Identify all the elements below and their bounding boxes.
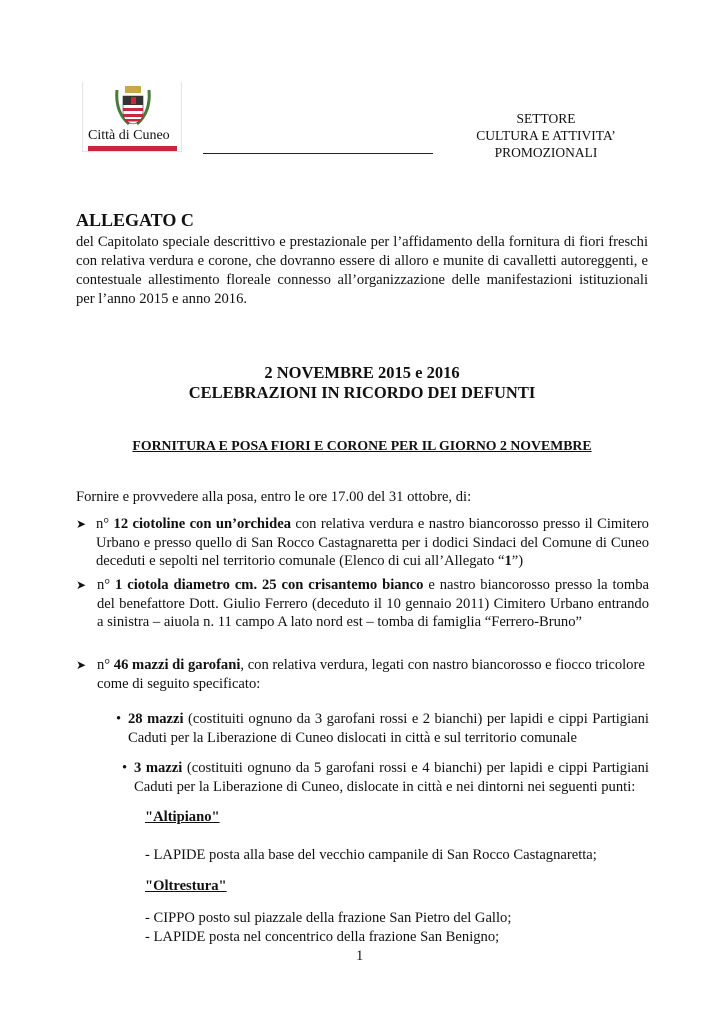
arrow-bullet-icon: ➤: [76, 578, 87, 592]
title-line: CELEBRAZIONI IN RICORDO DEI DEFUNTI: [188, 383, 536, 402]
list-item: ➤ n° 46 mazzi di garofani, con relativa verdura, legati con nastro biancorosso e fiocco tricolore come di seguito specificato:: [76, 657, 645, 692]
bullet-icon: •: [122, 760, 128, 776]
section-title: [76, 363, 648, 403]
sub-list-item: • 28 mazzi (costituiti ognuno da 3 garofani rossi e 2 bianchi) per lapidi e cippi Partigiani Caduti per la Liberazione di Cuneo dislocati in città e sul territorio comunale: [116, 711, 649, 746]
arrow-bullet-icon: ➤: [76, 517, 87, 531]
list-item: ➤ n° 12 ciotoline con un’orchidea con relativa verdura e nastro biancorosso presso il Cimitero Urbano e presso quello di San Rocco Castagnaretta per i dodici Sindaci del Comune di Cuneo deceduti e sepolti nel territorio comunale (Elenco di cui all’Allegato “1”): [76, 516, 649, 569]
title-line: 2 NOVEMBRE 2015 e 2016: [264, 363, 460, 382]
annex-heading: ALLEGATO C: [76, 210, 194, 230]
department-line: PROMOZIONALI: [494, 145, 598, 160]
bullet-icon: •: [116, 711, 122, 727]
list-item: ➤ n° 1 ciotola diametro cm. 25 con crisantemo bianco e nastro biancorosso presso la tomba del benefattore Dott. Giulio Ferrero (deceduto il 10 gennaio 2011) Cimitero Urbano entrando a sinistra – aiuola n. 11 campo A lato nord est – tomba di famiglia “Ferrero-Bruno”: [76, 577, 649, 630]
place-line: - LAPIDE posta alla base del vecchio campanile di San Rocco Castagnaretta;: [145, 847, 597, 863]
arrow-bullet-icon: ➤: [76, 658, 87, 672]
place-line: - CIPPO posto sul piazzale della frazione San Pietro del Gallo;: [145, 910, 512, 926]
city-logo: [82, 82, 182, 152]
place-heading: "Oltrestura": [145, 878, 227, 894]
header-rule: [203, 153, 433, 154]
sub-list-item: • 3 mazzi (costituiti ognuno da 5 garofani rossi e 4 bianchi) per lapidi e cippi Partigiani Caduti per la Liberazione di Cuneo, dislocate in città e nei dintorni nei seguenti punti:: [122, 760, 649, 795]
department-line: CULTURA E ATTIVITA’: [476, 128, 616, 143]
place-line: - LAPIDE posta nel concentrico della frazione San Benigno;: [145, 929, 500, 945]
place-heading: "Altipiano": [145, 809, 220, 825]
intro-paragraph: del Capitolato speciale descrittivo e prestazionale per l’affidamento della fornitura di fiori freschi con relativa verdura e corone, che dovranno essere di alloro e munite di cavalletti autoreggenti, e contestuale allestimento floreale connesso all’organizzazione delle manifestazioni istituzionali per l’anno 2015 e anno 2016.: [76, 234, 648, 307]
coat-of-arms-icon: [113, 82, 153, 128]
logo-bar: [88, 146, 177, 151]
logo-text: Città di Cuneo: [88, 128, 170, 143]
department-line: SETTORE: [516, 111, 576, 126]
section-subtitle: FORNITURA E POSA FIORI E CORONE PER IL GIORNO 2 NOVEMBRE: [132, 438, 592, 453]
lead-text: Fornire e provvedere alla posa, entro le ore 17.00 del 31 ottobre, di:: [76, 489, 472, 505]
department-name: [446, 110, 646, 161]
page-number: 1: [356, 948, 364, 964]
